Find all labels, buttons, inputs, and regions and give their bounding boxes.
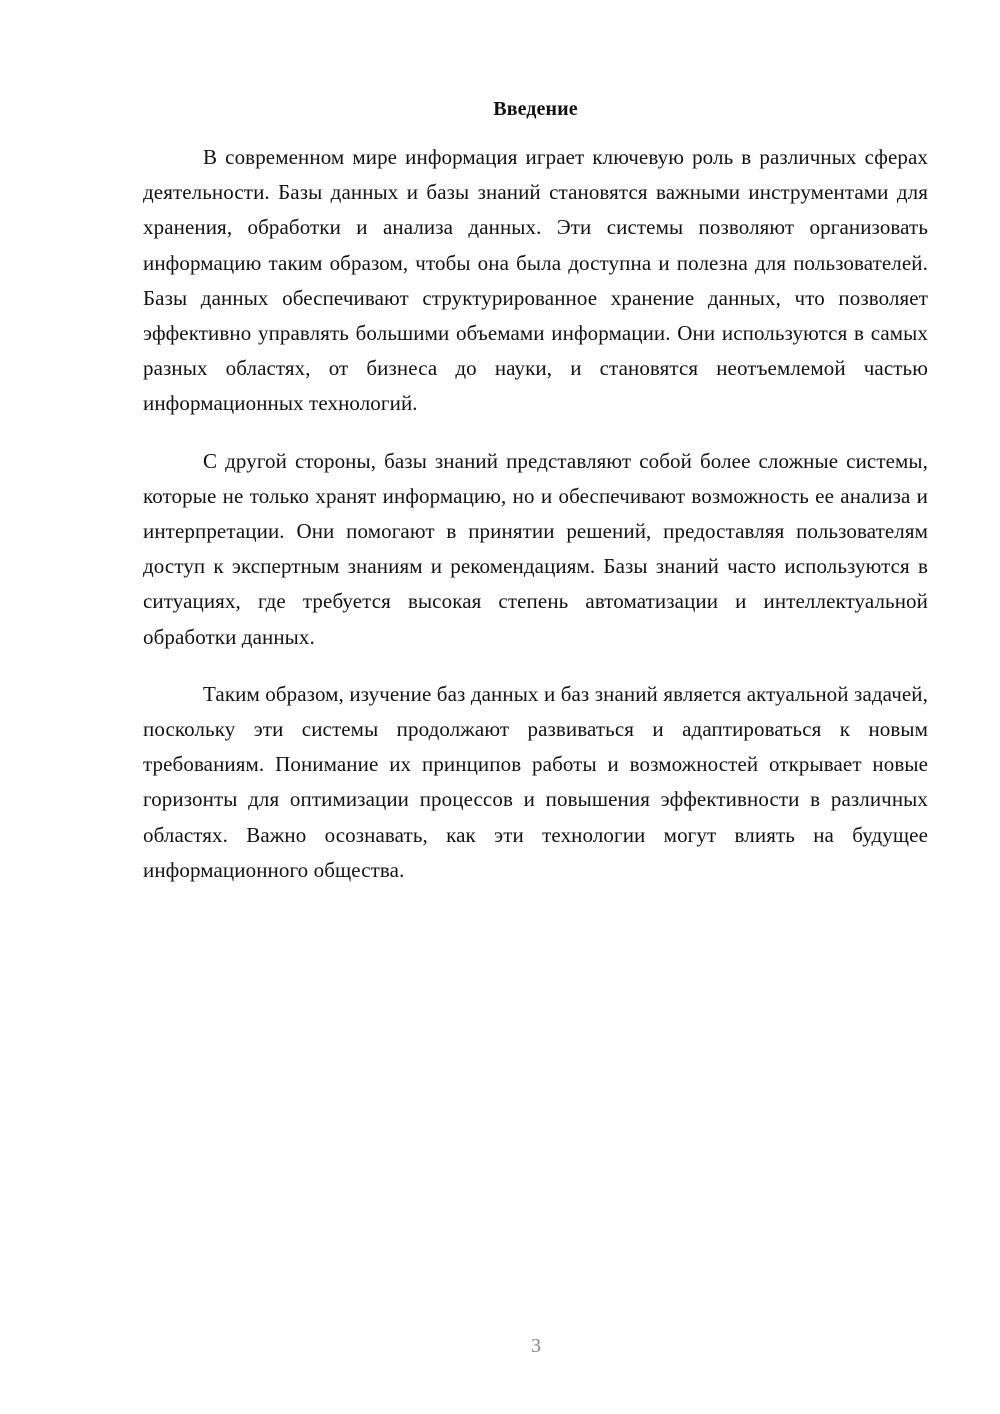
paragraph-2: С другой стороны, базы знаний представляют собой более сложные системы, которые не только хранят информацию, но и обеспечивают возможность ее анализа и интерпретации. Они помогают в принятии решений, предоставляя пользователям доступ к экспертным знаниям и рекомендациям. Базы знаний часто используются в ситуациях, где требуется высокая степень автоматизации и интеллектуальной обработки данных. [143, 448, 928, 649]
page-content [143, 96, 928, 910]
paragraph-3: Таким образом, изучение баз данных и баз знаний является актуальной задачей, поскольку эти системы продолжают развиваться и адаптироваться к новым требованиям. Понимание их принципов работы и возможностей открывает новые горизонты для оптимизации процессов и повышения эффективности в различных областях. Важно осознавать, как эти технологии могут влиять на будущее информационного общества. [143, 681, 928, 882]
section-heading: Введение [493, 98, 578, 120]
page-number: 3 [531, 1335, 541, 1357]
paragraph-1: В современном мире информация играет ключевую роль в различных сферах деятельности. Базы данных и базы знаний становятся важными инструментами для хранения, обработки и анализа данных. Эти системы позволяют организовать информацию таким образом, чтобы она была доступна и полезна для пользователей. Базы данных обеспечивают структурированное хранение данных, что позволяет эффективно управлять большими объемами информации. Они используются в самых разных областях, от бизнеса до науки, и становятся неотъемлемой частью информационных технологий. [143, 145, 928, 416]
